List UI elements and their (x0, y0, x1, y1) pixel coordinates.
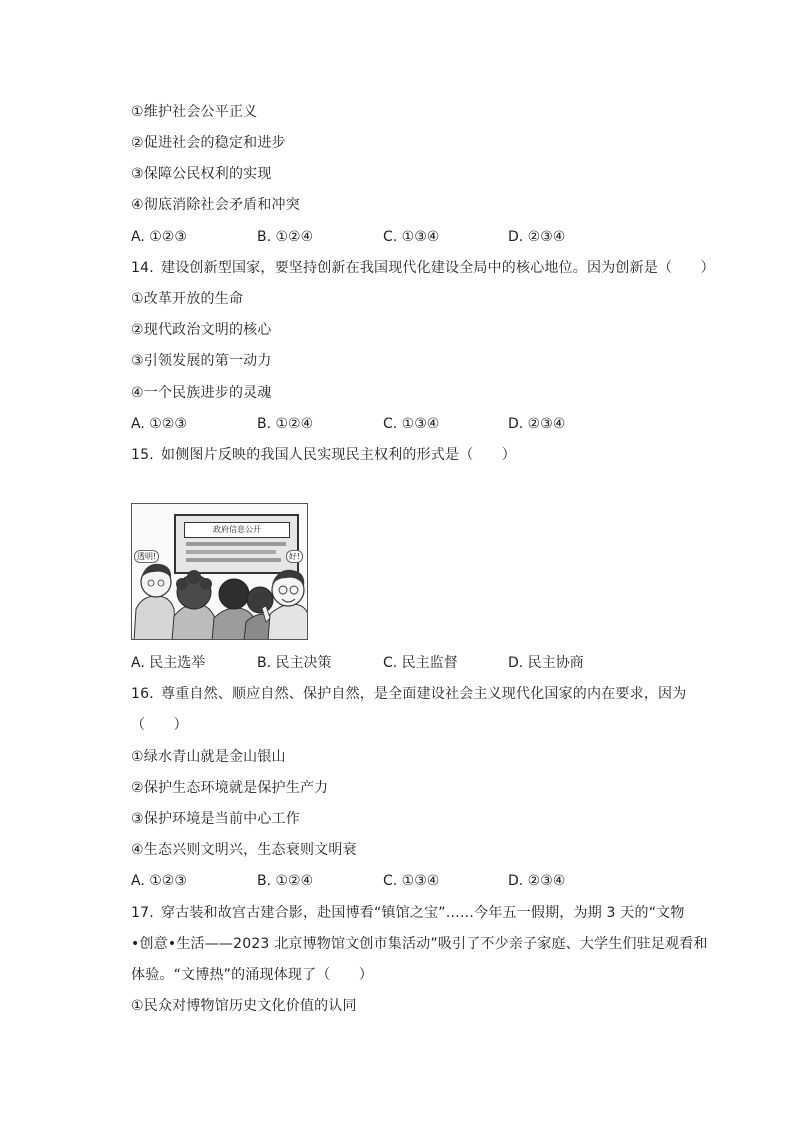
q13-option-b: B. ①②④ (257, 229, 314, 245)
q14-item-2: ②现代政治文明的核心 (131, 322, 272, 338)
q16-item-1: ①绿水青山就是金山银山 (131, 749, 286, 765)
q17-item-1: ①民众对博物馆历史文化价值的认同 (131, 998, 357, 1014)
q13-item-1: ①维护社会公平正义 (131, 104, 258, 120)
speech-bubble-left: 透明! (134, 550, 159, 563)
board-sign: 政府信息公开 (184, 522, 290, 538)
q15-stem-text: 如侧图片反映的我国人民实现民主权利的形式是（ ） (161, 447, 516, 463)
q14-option-d: D. ②③④ (508, 416, 566, 432)
q16-number: 16. (131, 686, 154, 702)
q16-option-d: D. ②③④ (508, 873, 566, 889)
q15-number: 15. (131, 447, 154, 463)
q17-stem-line1: 穿古装和故宫古建合影，赴国博看“镇馆之宝”……今年五一假期，为期 3 天的“文物 (161, 905, 685, 921)
q16-item-2: ②保护生态环境就是保护生产力 (131, 780, 329, 796)
q14-option-a: A. ①②③ (131, 416, 187, 432)
q13-option-c: C. ①③④ (383, 229, 440, 245)
q13-option-a: A. ①②③ (131, 229, 187, 245)
q16-item-3: ③保护环境是当前中心工作 (131, 811, 300, 827)
q16-stem (131, 685, 686, 703)
q15-option-b: B. 民主决策 (257, 655, 332, 671)
q16-option-c: C. ①③④ (383, 873, 440, 889)
q17-stem-line2: •创意•生活——2023 北京博物馆文创市集活动”吸引了不少亲子家庭、大学生们驻足观看和 (131, 936, 708, 952)
q15-option-c: C. 民主监督 (383, 655, 458, 671)
speech-bubble-right: 好! (286, 550, 303, 563)
q14-number: 14. (131, 260, 154, 276)
q14-item-4: ④一个民族进步的灵魂 (131, 385, 272, 401)
q14-option-b: B. ①②④ (257, 416, 314, 432)
q17-stem (131, 904, 685, 922)
q13-item-4: ④彻底消除社会矛盾和冲突 (131, 197, 300, 213)
q14-item-3: ③引领发展的第一动力 (131, 353, 272, 369)
q13-item-3: ③保障公民权利的实现 (131, 166, 272, 182)
q16-option-a: A. ①②③ (131, 873, 187, 889)
q15-cartoon-figure (131, 503, 308, 640)
q15-stem (131, 446, 516, 464)
q14-stem-text: 建设创新型国家，要坚持创新在我国现代化建设全局中的核心地位。因为创新是（ ） (161, 260, 715, 276)
q15-option-d: D. 民主协商 (508, 655, 584, 671)
q16-stem-line1: 尊重自然、顺应自然、保护自然，是全面建设社会主义现代化国家的内在要求，因为 (161, 686, 687, 702)
q14-stem (131, 259, 715, 277)
q16-item-4: ④生态兴则文明兴，生态衰则文明衰 (131, 842, 357, 858)
q17-stem-line3: 体验。“文博热”的涌现体现了（ ） (131, 967, 374, 983)
q17-number: 17. (131, 905, 154, 921)
q13-option-d: D. ②③④ (508, 229, 566, 245)
crowd-illustration (132, 504, 308, 640)
q14-option-c: C. ①③④ (383, 416, 440, 432)
q16-stem-line2: （ ） (131, 717, 188, 733)
q14-item-1: ①改革开放的生命 (131, 291, 244, 307)
q13-item-2: ②促进社会的稳定和进步 (131, 135, 286, 151)
q15-option-a: A. 民主选举 (131, 655, 206, 671)
q16-option-b: B. ①②④ (257, 873, 314, 889)
